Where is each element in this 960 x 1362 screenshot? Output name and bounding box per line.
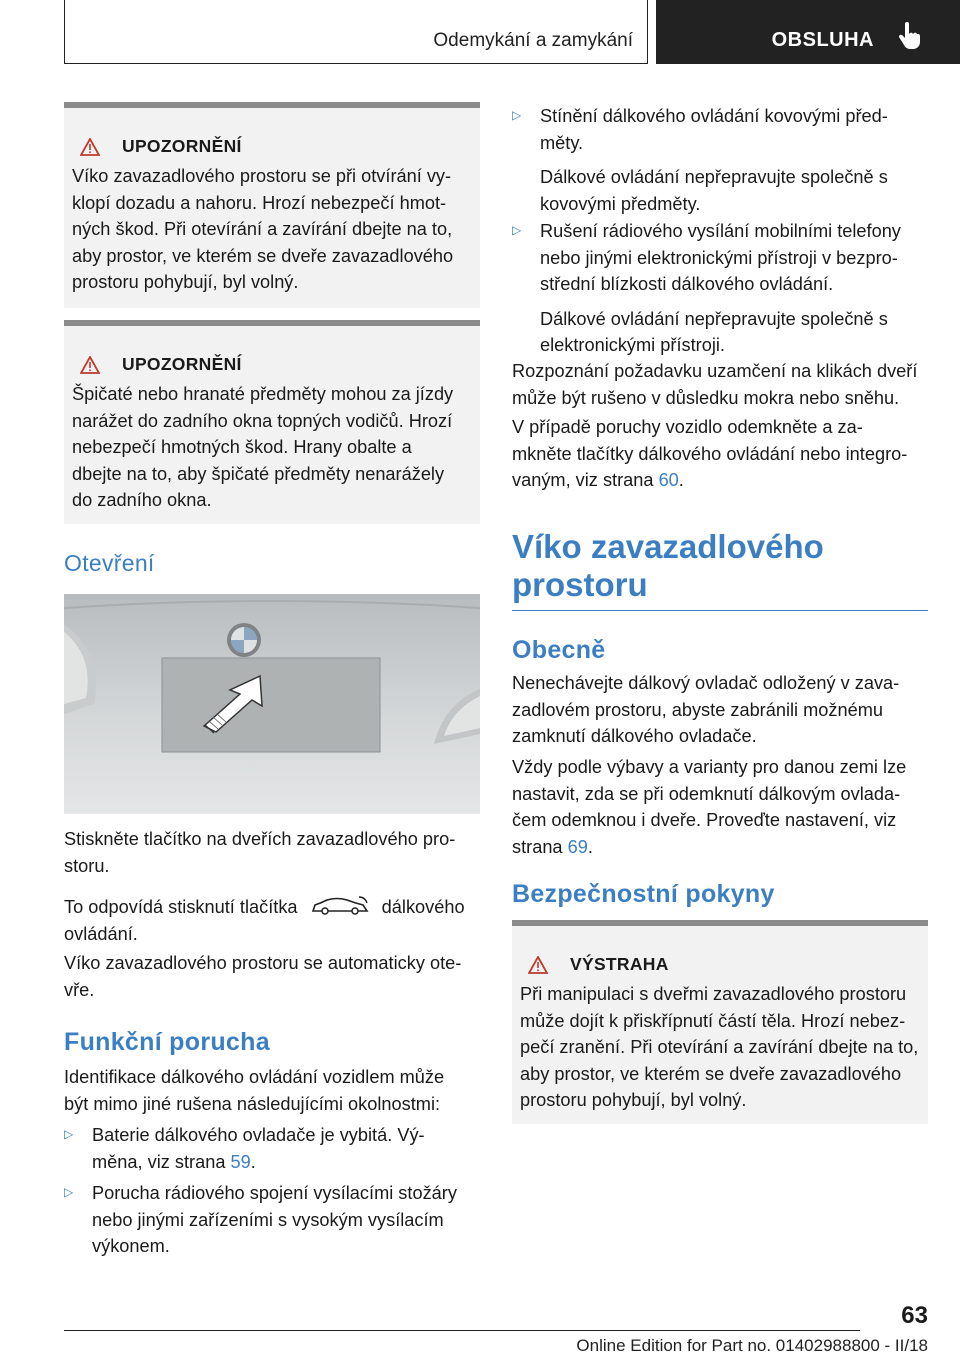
page-reference-link[interactable]: 60 [658, 470, 679, 490]
paragraph-line: nastavit, zda se při odemknutí dálkovým ovlada- [512, 783, 901, 804]
warning-text-line: narážet do zadního okna topných vodičů. Hrozí [72, 410, 453, 431]
warning-text-line: do zadního okna. [72, 490, 212, 510]
footer-divider [64, 1330, 860, 1331]
paragraph-line: Identifikace dálkového ovládání vozidlem může [64, 1067, 445, 1087]
warning-text-line: Při manipulaci s dveřmi zavazadlového prostoru [520, 984, 907, 1004]
heading-safety: Bezpečnostní pokyny [512, 880, 775, 908]
warning-title: UPOZORNĚNÍ [80, 354, 472, 375]
paragraph-line: Vždy podle výbavy a varianty pro danou zemi lze [512, 757, 907, 777]
warning-title: VÝSTRAHA [528, 954, 920, 975]
warning-box-2 [64, 320, 480, 524]
heading-open: Otevření [64, 550, 155, 576]
paragraph-line: může být rušeno v důsledku mokra nebo sněhu. [512, 387, 900, 408]
warning-text-line: prostoru pohybují, byl volný. [520, 1090, 747, 1110]
header-section-title: Odemykání a zamykání [433, 30, 633, 51]
header-section-box [64, 0, 648, 64]
warning-text-line: ných škod. Při otevírání a zavírání dbejte na to, [72, 219, 453, 239]
warning-text-line: Víko zavazadlového prostoru se při otvírání vy- [72, 166, 452, 186]
warning-text-line: nebezpečí hmotných škod. Hrany obalte a [72, 437, 412, 457]
page-reference-link[interactable]: 59 [230, 1151, 251, 1172]
bullet-triangle-icon: ▷ [512, 108, 522, 122]
paragraph-line: ovládání. [64, 923, 138, 944]
trunk-key-icon [311, 895, 369, 917]
section-title: Víko zavazadlového prostoru [512, 528, 928, 611]
warning-title: UPOZORNĚNÍ [80, 136, 472, 157]
page-number: 63 [901, 1302, 928, 1329]
warning-text-line: klopí dozadu a nahoru. Hrozí nebezpečí hmot- [72, 192, 447, 213]
header-chapter-title: OBSLUHA [771, 29, 874, 51]
warning-text-line: dbejte na to, aby špičaté předměty nenarážely [72, 463, 445, 484]
page-reference-link[interactable]: 69 [567, 836, 588, 857]
bullet-triangle-icon: ▷ [512, 223, 522, 237]
paragraph-line: Stiskněte tlačítko na dveřích zavazadlového pro- [64, 829, 456, 849]
bullet-triangle-icon: ▷ [64, 1127, 74, 1141]
hand-pointer-icon [898, 22, 920, 50]
warning-text-line: prostoru pohybují, byl volný. [72, 272, 299, 292]
trunk-button-photo [64, 594, 480, 814]
paragraph-line: zadlovém prostoru, abyste zabránili možnému [512, 699, 883, 720]
warning-triangle-icon [80, 356, 100, 374]
footer-edition: Online Edition for Part no. 01402988800 - II/18 [576, 1336, 928, 1355]
paragraph-line: storu. [64, 855, 110, 876]
paragraph-line: Nenechávejte dálkový ovladač odložený v zava- [512, 673, 900, 693]
warning-text-line: může dojít k přiskřípnutí částí těla. Hrozí nebez- [520, 1010, 906, 1031]
paragraph-line: V případě poruchy vozidlo odemkněte a za- [512, 417, 863, 437]
paragraph-line: vaným, viz strana 60. [512, 470, 684, 490]
bullet-triangle-icon: ▷ [64, 1185, 74, 1199]
header-chapter-box [656, 0, 960, 64]
heading-fault: Funkční porucha [64, 1028, 270, 1056]
warning-text-line: Špičaté nebo hranaté předměty mohou za jízdy [72, 384, 454, 404]
warning-triangle-icon [80, 138, 100, 156]
paragraph-line: mkněte tlačítky dálkového ovládání nebo integro- [512, 443, 908, 464]
paragraph-line: být mimo jiné rušena následujícími okolnostmi: [64, 1093, 441, 1114]
warning-box-1 [64, 102, 480, 308]
paragraph-line: Rozpoznání požadavku uzamčení na klikách dveří [512, 361, 918, 381]
paragraph-line: Víko zavazadlového prostoru se automaticky ote- [64, 953, 462, 973]
warning-box-3 [512, 920, 928, 1124]
warning-text-line: pečí zranění. Při otevírání a zavírání dbejte na to, [520, 1037, 919, 1057]
paragraph-line: vře. [64, 979, 95, 1000]
paragraph-line: To odpovídá stisknutí tlačítka dálkového [64, 897, 465, 917]
paragraph-line: čem odemknou i dveře. Proveďte nastavení, viz [512, 810, 897, 830]
warning-text-line: aby prostor, ve kterém se dveře zavazadlového [72, 245, 454, 266]
warning-triangle-icon [528, 956, 548, 974]
warning-text-line: aby prostor, ve kterém se dveře zavazadlového [520, 1063, 902, 1084]
heading-general: Obecně [512, 636, 606, 664]
paragraph-line: strana 69. [512, 836, 593, 857]
paragraph-line: zamknutí dálkového ovladače. [512, 726, 757, 746]
